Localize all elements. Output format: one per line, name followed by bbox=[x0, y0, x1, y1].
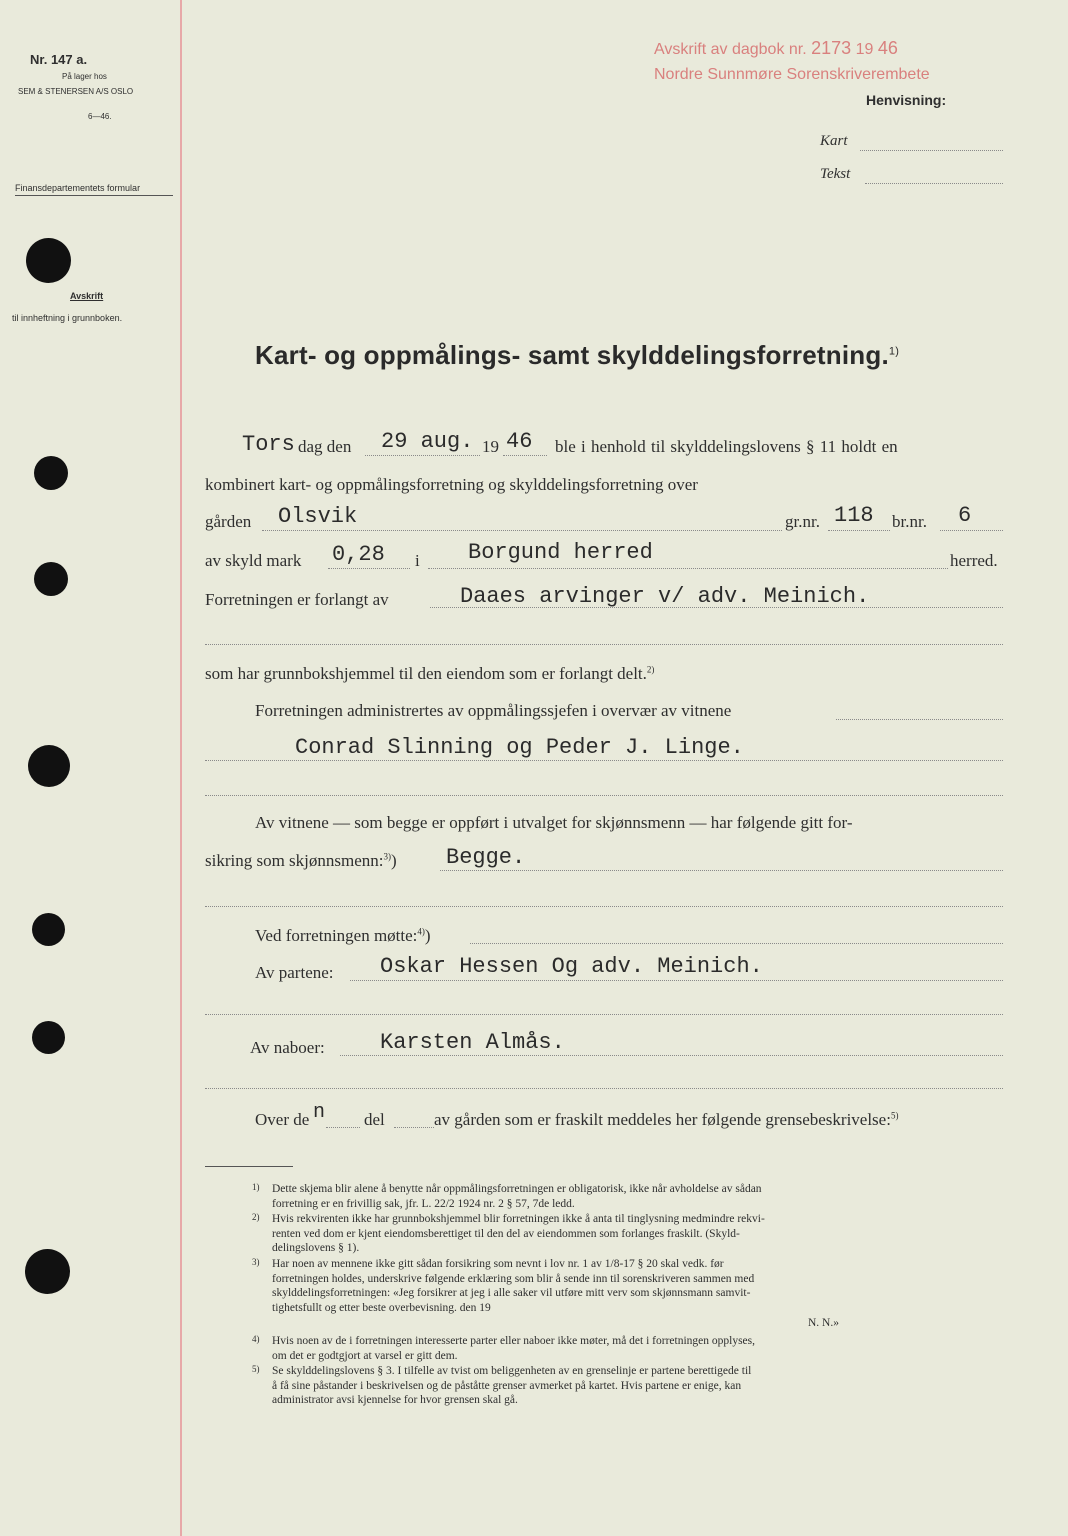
partene-label: Av partene: bbox=[255, 963, 334, 982]
blank-line bbox=[205, 1014, 1003, 1015]
garden-label: gården bbox=[205, 512, 252, 531]
over-rest: av gården som er fraskilt meddeles her følgende grensebeskrivelse: bbox=[434, 1110, 891, 1129]
i-label: i bbox=[415, 551, 420, 570]
date-line bbox=[365, 455, 480, 456]
grnr-line bbox=[828, 530, 890, 531]
footnote-number: 1) bbox=[252, 1182, 260, 1192]
date-value: 29 aug. bbox=[381, 429, 474, 454]
document-title bbox=[255, 340, 899, 371]
blank-line bbox=[205, 644, 1003, 645]
vitne-line1: Av vitnene — som begge er oppført i utvalget for skjønnsmenn — har følgende gitt for- bbox=[255, 813, 853, 832]
blank-line bbox=[205, 906, 1003, 907]
footnote-line: tighetsfullt og etter beste overbevisning. den 19 bbox=[272, 1301, 491, 1314]
margin-rule bbox=[180, 0, 182, 1536]
vitne-line2-text: sikring som skjønnsmenn: bbox=[205, 851, 384, 870]
grunnbok-line bbox=[205, 664, 654, 684]
motte-line-dots bbox=[470, 943, 1003, 944]
garden-line bbox=[262, 530, 782, 531]
kart-line bbox=[860, 150, 1003, 151]
stamp-year: 46 bbox=[877, 38, 898, 58]
naboer-line bbox=[340, 1055, 1003, 1056]
admin-line: Forretningen administrertes av oppmålingssjefen i overvær av vitnene bbox=[255, 701, 732, 720]
henvisning-label: Henvisning: bbox=[866, 92, 947, 108]
vitner-line bbox=[205, 760, 1003, 761]
grnr-label: gr.nr. bbox=[785, 512, 820, 531]
formular-underline bbox=[15, 195, 173, 196]
grunnbok-sup: 2) bbox=[646, 664, 655, 675]
footnote-line: renten ved dom er kjent eiendomsberettiget til den del av eiendommen som forlanges fraskilt. (Skyld- bbox=[272, 1227, 740, 1240]
grnr-value: 118 bbox=[834, 503, 874, 528]
footnote-line: administrator avsi kjennelse for hvor grensen skal gå. bbox=[272, 1394, 518, 1407]
admin-line-dots bbox=[836, 719, 1003, 720]
motte-text: Ved forretningen møtte: bbox=[255, 926, 418, 945]
footnote-line: Har noen av mennene ikke gitt sådan forsikring som nevnt i lov nr. 1 av 1/8-17 § 20 skal vedk. før bbox=[272, 1258, 724, 1270]
vitner-value: Conrad Slinning og Peder J. Linge. bbox=[295, 735, 744, 760]
vitne-sup: 3) bbox=[383, 851, 392, 862]
year-value: 46 bbox=[506, 429, 533, 454]
title-text: Kart- og oppmålings- samt skylddelingsforretning. bbox=[255, 340, 889, 370]
herred-name: Borgund herred bbox=[468, 540, 653, 565]
herred-line bbox=[428, 568, 948, 569]
brnr-line bbox=[940, 530, 1003, 531]
skyld-line bbox=[328, 568, 410, 569]
footnote-number: 3) bbox=[252, 1257, 260, 1267]
forlangt-line bbox=[430, 607, 1003, 608]
avskrift-note: til innheftning i grunnboken. bbox=[12, 313, 123, 323]
footnote-line: Hvis noen av de i forretningen interesserte parter eller naboer ikke møter, må det i forretningen opplyses, bbox=[272, 1335, 756, 1347]
naboer-label: Av naboer: bbox=[250, 1038, 325, 1057]
footnote-line: forretning er en frivillig sak, jfr. L. 22/2 1924 nr. 2 § 57, 7de ledd. bbox=[272, 1197, 575, 1210]
forlangt-value: Daaes arvinger v/ adv. Meinich. bbox=[460, 584, 870, 609]
herred-label: herred. bbox=[950, 551, 998, 570]
footnote-line: forretningen holdes, underskrive følgende erklæring som blir å sende inn til sorenskriveren sammen med bbox=[272, 1272, 755, 1285]
punch-hole bbox=[28, 745, 70, 787]
blank-line bbox=[205, 795, 1003, 796]
year-prefix: 19 bbox=[482, 437, 499, 456]
motte-line: Ved forretningen møtte:$^{4)}$) bbox=[255, 926, 431, 945]
footnote-line: N. N.» bbox=[808, 1317, 839, 1329]
naboer-value: Karsten Almås. bbox=[380, 1030, 565, 1055]
line1-rest: ble i henhold til skylddelingslovens § 11 holdt en bbox=[555, 437, 898, 456]
footnote-line: Se skylddelingslovens § 3. I tilfelle av tvist om beliggenheten av en grenselinje er partene berettigede til bbox=[272, 1365, 752, 1377]
vitne-answer-line bbox=[440, 870, 1003, 871]
skyld-value: 0,28 bbox=[332, 542, 385, 567]
partene-line bbox=[350, 980, 1003, 981]
over-line-a bbox=[326, 1127, 360, 1128]
day-handwritten: Tors bbox=[242, 432, 295, 457]
punch-hole bbox=[25, 1249, 70, 1294]
footnote-number: 4) bbox=[252, 1334, 260, 1344]
footnote-rule bbox=[205, 1166, 293, 1167]
year-line bbox=[503, 455, 547, 456]
over-hand: n bbox=[313, 1101, 326, 1124]
footnote-line: Dette skjema blir alene å benytte når oppmålingsforretningen er obligatorisk, ikke når avholdelse av sådan bbox=[272, 1183, 762, 1195]
skyld-label: av skyld mark bbox=[205, 551, 302, 570]
kart-label: Kart bbox=[820, 133, 848, 149]
footnote-line: skylddelingsforretningen: «Jeg forsikrer at jeg i alle saker vil utføre mitt verv som skjønnsmann samvit- bbox=[272, 1287, 751, 1300]
date-code: 6—46. bbox=[88, 112, 112, 121]
brnr-value: 6 bbox=[958, 503, 972, 528]
grunnbok-text: som har grunnbokshjemmel til den eiendom som er forlangt delt. bbox=[205, 664, 647, 683]
footnote-line: Hvis rekvirenten ikke har grunnbokshjemmel blir forretningen ikke å anta til tinglysning medmindre rekvi- bbox=[272, 1213, 765, 1225]
punch-hole bbox=[34, 456, 68, 490]
over-sup: 5) bbox=[890, 1110, 899, 1121]
form-number: Nr. 147 a. bbox=[30, 52, 88, 67]
over-del: del bbox=[364, 1110, 385, 1129]
avskrift-label: Avskrift bbox=[70, 291, 104, 301]
title-sup: 1) bbox=[888, 345, 900, 358]
partene-value: Oskar Hessen Og adv. Meinich. bbox=[380, 954, 763, 979]
stamp-office: Nordre Sunnmøre Sorenskriverembete bbox=[654, 66, 930, 83]
vitne-line2: sikring som skjønnsmenn:$^{3)}$) bbox=[205, 851, 397, 870]
punch-hole bbox=[34, 562, 68, 596]
blank-line bbox=[205, 1088, 1003, 1089]
garden-value: Olsvik bbox=[278, 504, 358, 529]
over-line-b bbox=[394, 1127, 434, 1128]
stamp-number: 2173 bbox=[811, 38, 852, 58]
over-prefix: Over de bbox=[255, 1110, 310, 1129]
day-printed: dag den bbox=[298, 437, 352, 456]
formular-label: Finansdepartementets formular bbox=[15, 183, 141, 193]
publisher-line2: SEM & STENERSEN A/S OSLO bbox=[18, 87, 134, 96]
stamp-line1 bbox=[654, 38, 898, 59]
punch-hole bbox=[32, 1021, 65, 1054]
vitne-answer: Begge. bbox=[446, 845, 526, 870]
footnote-number: 5) bbox=[252, 1364, 260, 1374]
punch-hole bbox=[26, 238, 71, 283]
over-rest-line bbox=[434, 1110, 898, 1130]
footnote-number: 2) bbox=[252, 1212, 260, 1222]
tekst-label: Tekst bbox=[820, 166, 851, 182]
stamp-year-prefix: 19 bbox=[855, 41, 874, 58]
footnote-line: å få sine påstander i beskrivelsen og de påståtte grenser avmerket på kartet. Hvis partene er enige, kan bbox=[272, 1379, 742, 1392]
tekst-line bbox=[865, 183, 1003, 184]
stamp-prefix: Avskrift av dagbok nr. bbox=[654, 41, 807, 58]
forlangt-label: Forretningen er forlangt av bbox=[205, 590, 389, 609]
punch-hole bbox=[32, 913, 65, 946]
footnote-line: om det er godtgjort at varsel er gitt dem. bbox=[272, 1349, 458, 1362]
footnote-line: delingslovens § 1). bbox=[272, 1242, 360, 1255]
line2-text: kombinert kart- og oppmålingsforretning og skylddelingsforretning over bbox=[205, 475, 698, 494]
motte-sup: 4) bbox=[417, 926, 425, 937]
publisher-line1: På lager hos bbox=[62, 72, 107, 81]
brnr-label: br.nr. bbox=[892, 512, 927, 531]
